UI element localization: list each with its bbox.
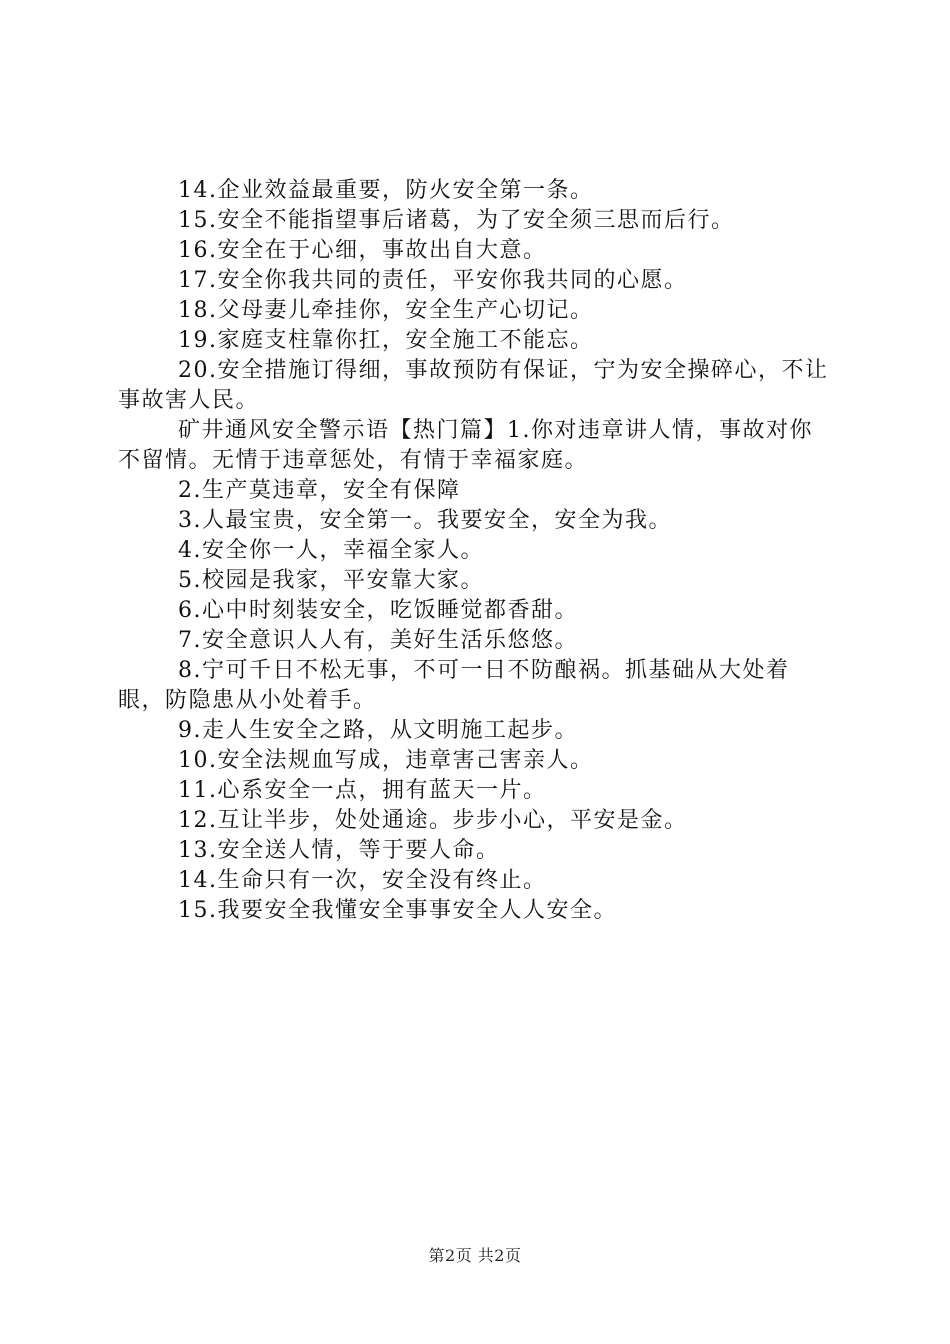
paragraph: 18.父母妻儿牵挂你，安全生产心切记。 <box>178 298 594 323</box>
paragraph: 4.安全你一人，幸福全家人。 <box>178 538 484 563</box>
paragraph: 15.安全不能指望事后诸葛，为了安全须三思而后行。 <box>178 208 735 233</box>
paragraph: 3.人最宝贵，安全第一。我要安全，安全为我。 <box>178 508 672 533</box>
paragraph: 19.家庭支柱靠你扛，安全施工不能忘。 <box>178 328 594 353</box>
section-heading-paragraph: 矿井通风安全警示语【热门篇】1.你对违章讲人情，事故对你不留情。无情于违章惩处，有情于幸福家庭。 <box>118 418 813 473</box>
paragraph: 11.心系安全一点，拥有蓝天一片。 <box>178 778 547 803</box>
paragraph: 17.安全你我共同的责任，平安你我共同的心愿。 <box>178 268 688 293</box>
page-number-footer: 第2页 共2页 <box>428 1246 522 1265</box>
paragraph: 6.心中时刻装安全，吃饭睡觉都香甜。 <box>178 598 578 623</box>
paragraph: 9.走人生安全之路，从文明施工起步。 <box>178 718 578 743</box>
document-body <box>118 176 833 926</box>
paragraph: 12.互让半步，处处通途。步步小心，平安是金。 <box>178 808 688 833</box>
paragraph: 13.安全送人情，等于要人命。 <box>178 838 500 863</box>
paragraph: 16.安全在于心细，事故出自大意。 <box>178 238 547 263</box>
paragraph: 20.安全措施订得细，事故预防有保证，宁为安全操碎心，不让事故害人民。 <box>118 358 829 413</box>
paragraph: 14.企业效益最重要，防火安全第一条。 <box>178 178 594 203</box>
paragraph: 15.我要安全我懂安全事事安全人人安全。 <box>178 898 617 923</box>
paragraph: 7.安全意识人人有，美好生活乐悠悠。 <box>178 628 578 653</box>
paragraph: 8.宁可千日不松无事，不可一日不防酿祸。抓基础从大处着眼，防隐患从小处着手。 <box>118 658 790 713</box>
paragraph: 2.生产莫违章，安全有保障 <box>178 478 461 503</box>
paragraph: 14.生命只有一次，安全没有终止。 <box>178 868 547 893</box>
paragraph: 10.安全法规血写成，违章害己害亲人。 <box>178 748 594 773</box>
paragraph: 5.校园是我家，平安靠大家。 <box>178 568 484 593</box>
